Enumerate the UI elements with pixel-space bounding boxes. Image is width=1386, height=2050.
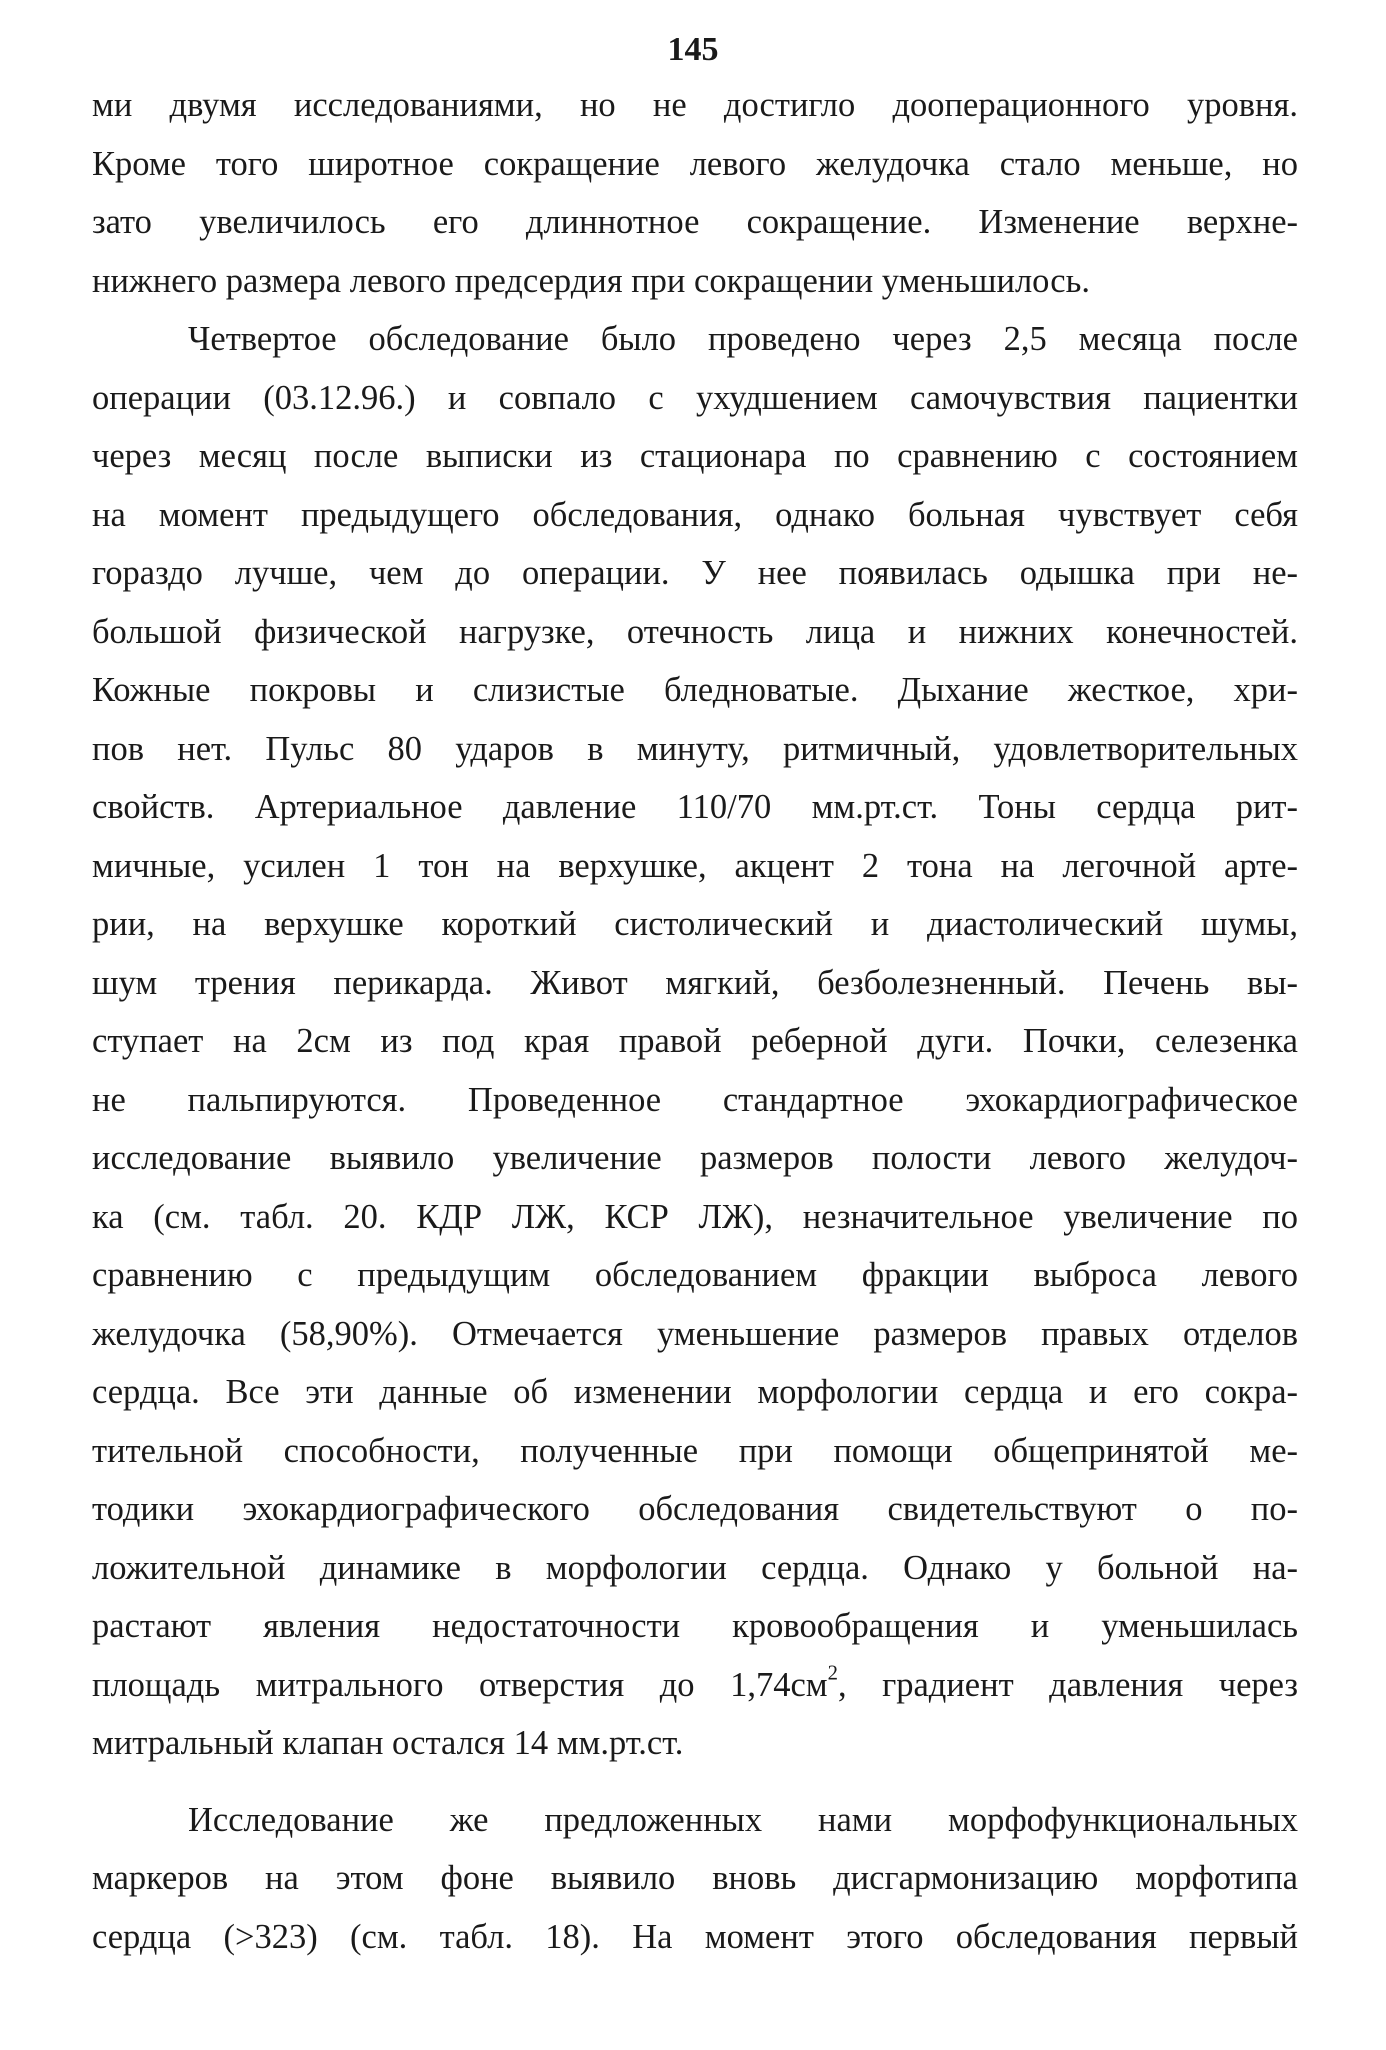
text-line: нижнего размера левого предсердия при сокращении уменьшилось.: [92, 261, 1090, 300]
text-line: сравнению с предыдущим обследованием фракции выброса левого: [92, 1256, 1298, 1294]
text-line: через месяц после выписки из стационара по сравнению с состоянием: [92, 437, 1298, 475]
text-line-with-superscript: [92, 1656, 1298, 1715]
text-line: желудочка (58,90%). Отмечается уменьшение размеров правых отделов: [92, 1314, 1298, 1353]
page-number: 145: [667, 31, 719, 68]
text-line: Кожные покровы и слизистые бледноватые. Дыхание жесткое, хри-: [92, 671, 1298, 709]
paragraph-3: [92, 1791, 1298, 1967]
text-segment: , градиент давления через: [837, 1665, 1298, 1704]
text-line: зато увеличилось его длиннотное сокращение. Изменение верхне-: [92, 203, 1298, 241]
body-text: [92, 76, 1298, 1966]
text-line: ложительной динамике в морфологии сердца. Однако у больной на-: [92, 1548, 1298, 1587]
paragraph-2: [92, 310, 1298, 1773]
text-line: маркеров на этом фоне выявило вновь дисгармонизацию морфотипа: [92, 1859, 1298, 1897]
superscript: 2: [827, 1661, 838, 1684]
text-line: операции (03.12.96.) и совпало с ухудшением самочувствия пациентки: [92, 378, 1298, 417]
text-line: сердца. Все эти данные об изменении морфологии сердца и его сокра-: [92, 1373, 1298, 1411]
text-line: на момент предыдущего обследования, однако больная чувствует себя: [92, 495, 1298, 534]
text-line: тительной способности, полученные при помощи общепринятой ме-: [92, 1431, 1298, 1470]
text-line: гораздо лучше, чем до операции. У нее появилась одышка при не-: [92, 554, 1298, 592]
text-line: исследование выявило увеличение размеров полости левого желудоч-: [92, 1139, 1298, 1177]
text-segment: площадь митрального отверстия до 1,74см: [92, 1665, 828, 1704]
text-line: большой физической нагрузке, отечность лица и нижних конечностей.: [92, 612, 1298, 651]
text-line: Четвертое обследование было проведено через 2,5 месяца после: [188, 320, 1298, 358]
text-line: ступает на 2см из под края правой реберной дуги. Почки, селезенка: [92, 1022, 1298, 1060]
text-line: свойств. Артериальное давление 110/70 мм.рт.ст. Тоны сердца рит-: [92, 788, 1298, 826]
text-line: сердца (>323) (см. табл. 18). На момент этого обследования первый: [92, 1917, 1298, 1956]
text-line: шум трения перикарда. Живот мягкий, безболезненный. Печень вы-: [92, 963, 1298, 1002]
text-line: ка (см. табл. 20. КДР ЛЖ, КСР ЛЖ), незначительное увеличение по: [92, 1197, 1298, 1236]
text-line: не пальпируются. Проведенное стандартное эхокардиографическое: [92, 1080, 1298, 1119]
text-line: тодики эхокардиографического обследования свидетельствуют о по-: [92, 1490, 1298, 1528]
text-line: мичные, усилен 1 тон на верхушке, акцент 2 тона на легочной арте-: [92, 846, 1298, 885]
text-line: пов нет. Пульс 80 ударов в минуту, ритмичный, удовлетворительных: [92, 729, 1298, 768]
text-line: рии, на верхушке короткий систолический и диастолический шумы,: [92, 905, 1298, 943]
text-line: растают явления недостаточности кровообращения и уменьшилась: [92, 1607, 1298, 1645]
text-line: Кроме того широтное сокращение левого желудочка стало меньше, но: [92, 144, 1298, 183]
text-line: Исследование же предложенных нами морфофункциональных: [188, 1800, 1298, 1839]
text-line: ми двумя исследованиями, но не достигло дооперационного уровня.: [92, 86, 1298, 124]
text-line: митральный клапан остался 14 мм.рт.ст.: [92, 1724, 684, 1762]
paragraph-1: [92, 76, 1298, 310]
